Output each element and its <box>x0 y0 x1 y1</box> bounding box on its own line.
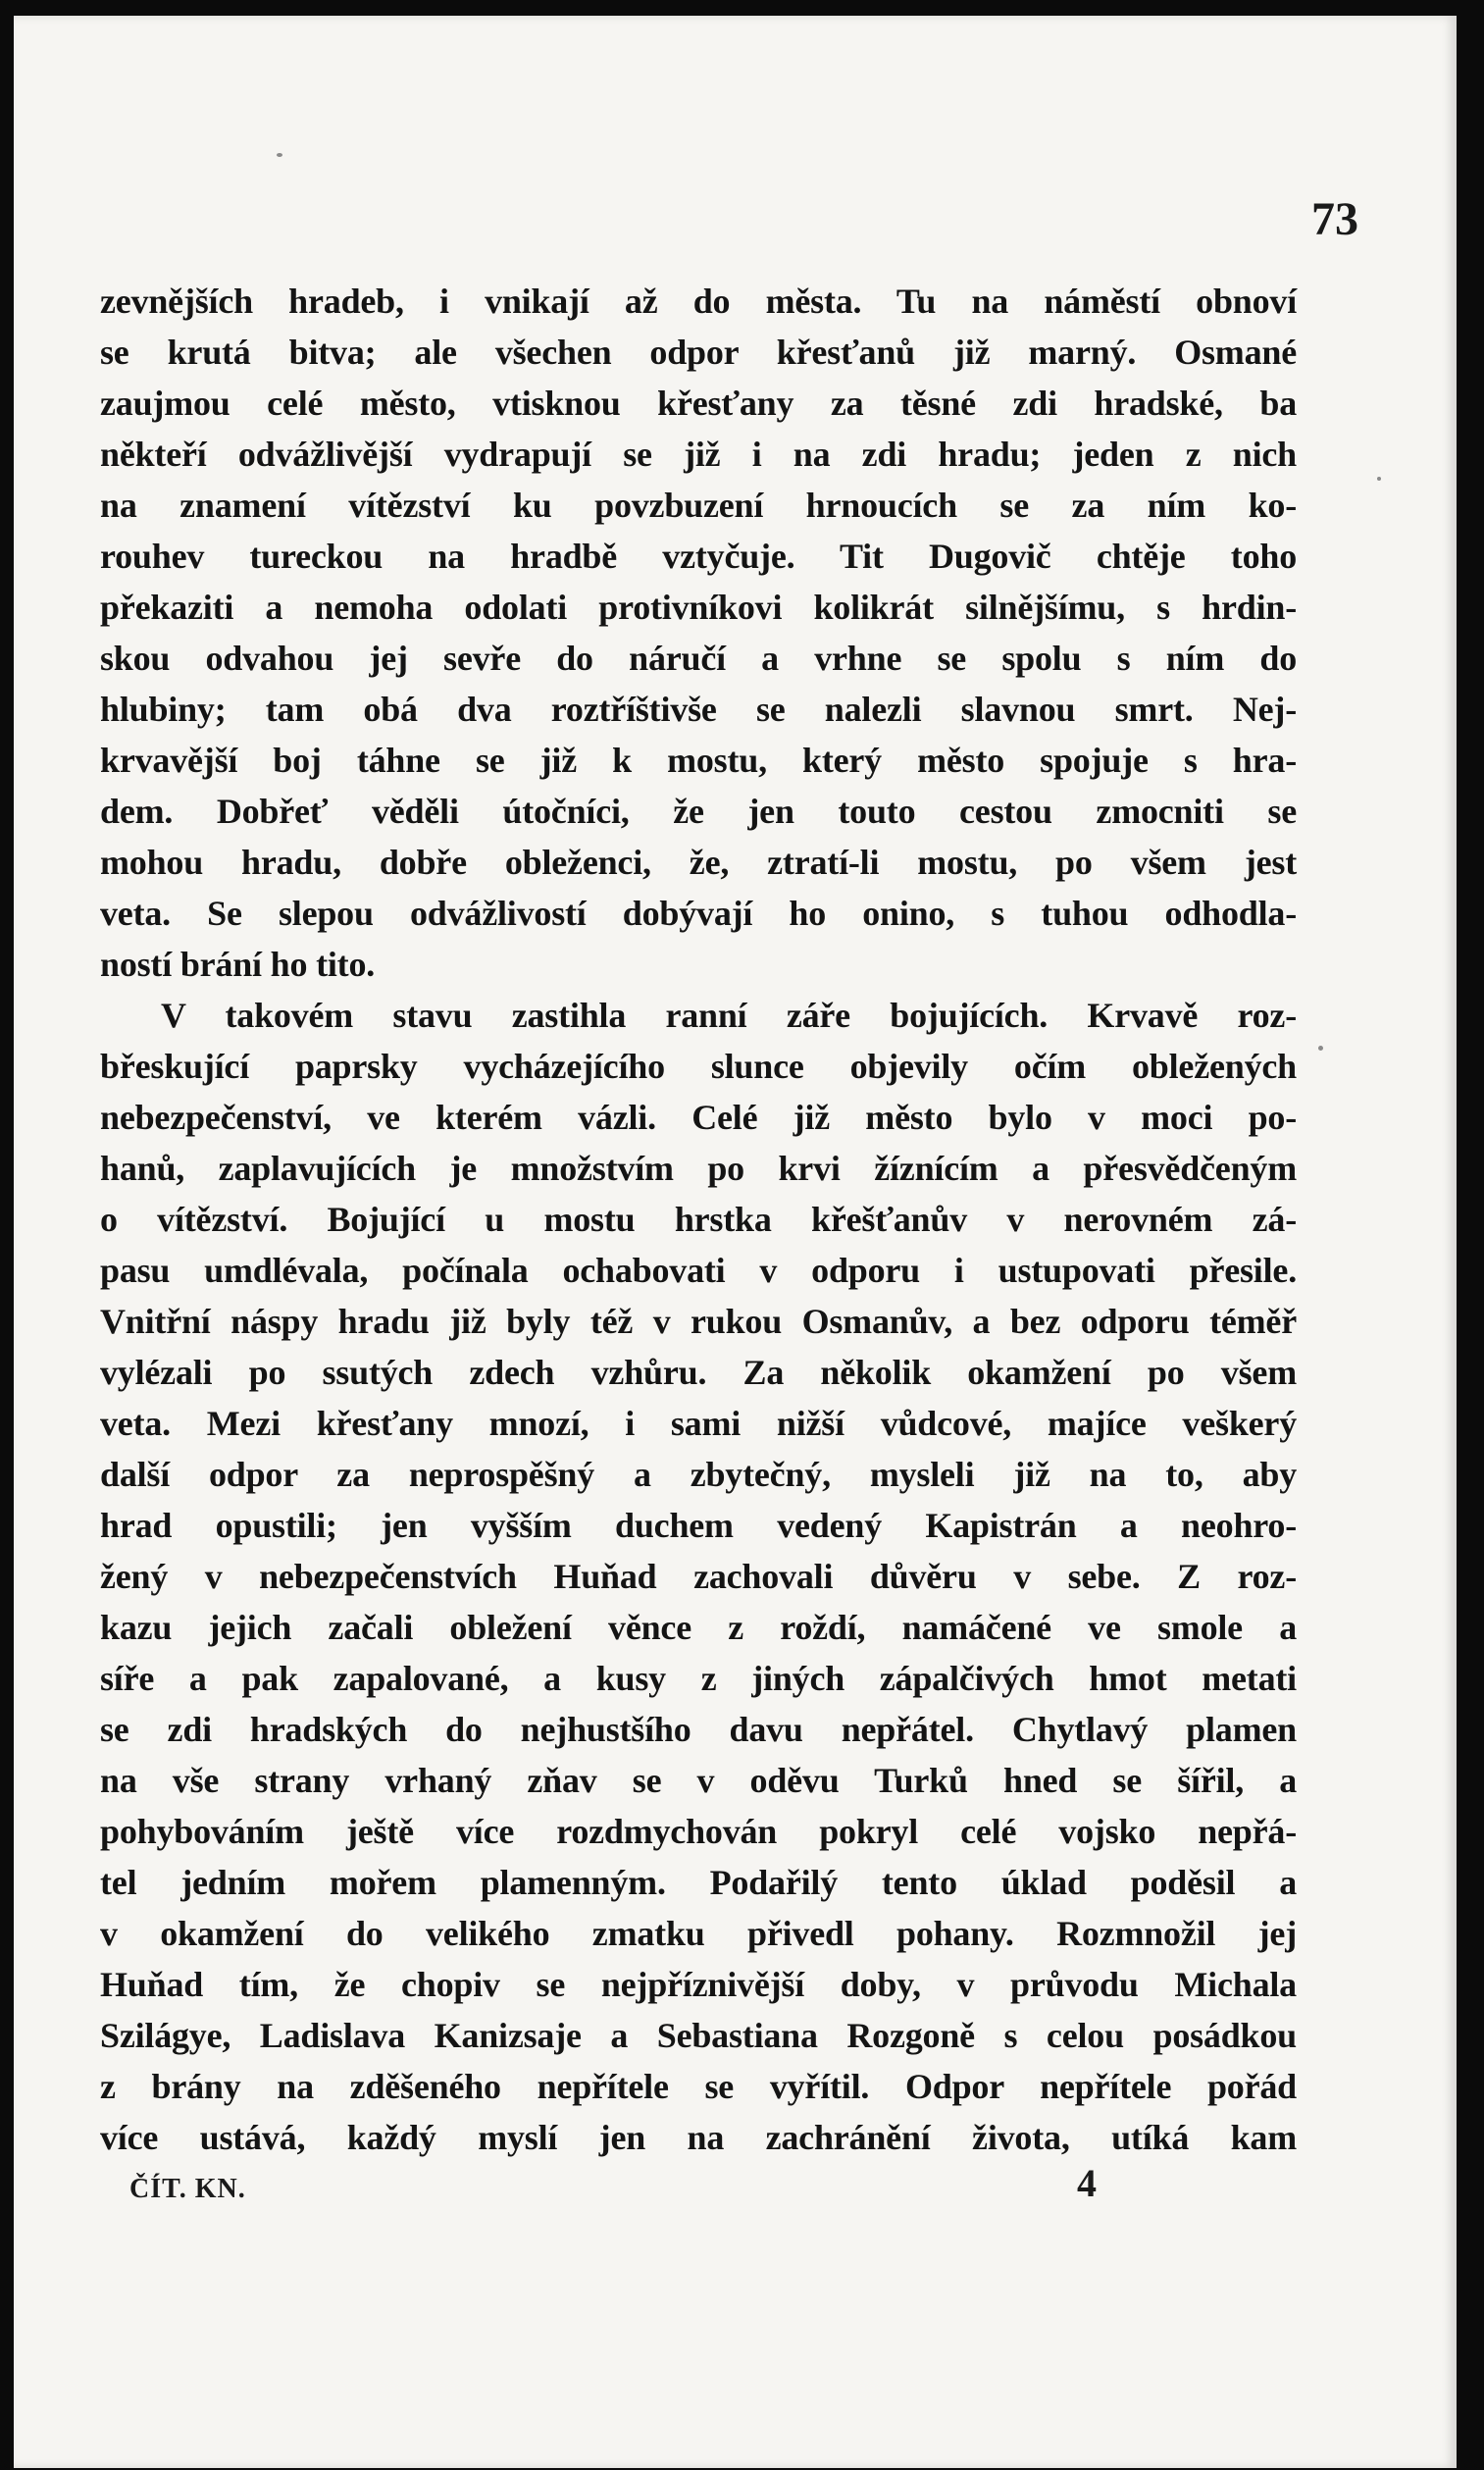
text-line: krvavější boj táhne se již k mostu, který město spojuje s hra- <box>100 741 1297 780</box>
text-line: hanů, zaplavujících je množstvím po krvi žíznícím a přesvědčeným <box>100 1149 1297 1188</box>
text-line: pasu umdlévala, počínala ochabovati v odporu i ustupovati přesile. <box>100 1251 1297 1290</box>
paragraph-1 <box>100 276 1297 990</box>
text-line: hrad opustili; jen vyšším duchem vedený Kapistrán a neohro- <box>100 1506 1297 1545</box>
text-line: V takovém stavu zastihla ranní záře bojujících. Krvavě roz- <box>161 996 1297 1035</box>
text-line: veta. Se slepou odvážlivostí dobývají ho onino, s tuhou odhodla- <box>100 894 1297 933</box>
text-line: zevnějších hradeb, i vnikají až do města. Tu na náměstí obnoví <box>100 282 1297 321</box>
text-line: se zdi hradských do nejhustšího davu nepřátel. Chytlavý plamen <box>100 1710 1297 1749</box>
text-line: se krutá bitva; ale všechen odpor křesťanů již marný. Osmané <box>100 333 1297 372</box>
text-line: více ustává, každý myslí jen na zachránění života, utíká kam <box>100 2118 1297 2157</box>
paragraph-2 <box>100 990 1297 2163</box>
text-line: hlubiny; tam obá dva roztříštivše se nalezli slavnou smrt. Nej- <box>100 690 1297 729</box>
book-page <box>14 16 1457 2468</box>
page-number: 73 <box>1311 193 1358 245</box>
paper-speck <box>1377 477 1381 481</box>
text-line: ností brání ho tito. <box>100 945 376 984</box>
text-line: o vítězství. Bojující u mostu hrstka křešťanův v nerovném zá- <box>100 1200 1297 1239</box>
text-line: kazu jejich začali obležení věnce z roždí, namáčené ve smole a <box>100 1608 1297 1647</box>
text-line: tel jedním mořem plamenným. Podařilý tento úklad poděsil a <box>100 1863 1297 1902</box>
text-line: nebezpečenství, ve kterém vázli. Celé již město bylo v moci po- <box>100 1098 1297 1137</box>
body-text <box>100 276 1297 2163</box>
text-line: překaziti a nemoha odolati protivníkovi kolikrát silnějšímu, s hrdin- <box>100 588 1297 627</box>
footer-signature-number: 4 <box>1077 2161 1097 2205</box>
text-line: na vše strany vrhaný zňav se v oděvu Turků hned se šířil, a <box>100 1761 1297 1800</box>
text-line: žený v nebezpečenstvích Huňad zachovali důvěru v sebe. Z roz- <box>100 1557 1297 1596</box>
text-line: břeskující paprsky vycházejícího slunce objevily očím obležených <box>100 1047 1297 1086</box>
text-line: dem. Dobřeť věděli útočníci, že jen touto cestou zmocniti se <box>100 792 1297 831</box>
text-line: v okamžení do velikého zmatku přivedl pohany. Rozmnožil jej <box>100 1914 1297 1953</box>
text-line: zaujmou celé město, vtisknou křesťany za těsné zdi hradské, ba <box>100 384 1297 423</box>
text-line: na znamení vítězství ku povzbuzení hrnoucích se za ním ko- <box>100 486 1297 525</box>
paper-speck <box>277 153 282 157</box>
text-line: z brány na zděšeného nepřítele se vyřítil. Odpor nepřítele pořád <box>100 2067 1297 2106</box>
text-line: další odpor za neprospěšný a zbytečný, mysleli již na to, aby <box>100 1455 1297 1494</box>
text-line: pohybováním ještě více rozdmychován pokryl celé vojsko nepřá- <box>100 1812 1297 1851</box>
text-line: síře a pak zapalované, a kusy z jiných zápalčivých hmot metati <box>100 1659 1297 1698</box>
text-line: veta. Mezi křesťany mnozí, i sami nižší vůdcové, majíce veškerý <box>100 1404 1297 1443</box>
text-line: Szilágye, Ladislava Kanizsaje a Sebastiana Rozgoně s celou posádkou <box>100 2016 1297 2055</box>
text-line: Vnitřní náspy hradu již byly též v rukou Osmanův, a bez odporu téměř <box>100 1302 1297 1341</box>
text-line: rouhev tureckou na hradbě vztyčuje. Tit Dugovič chtěje toho <box>100 537 1297 576</box>
paper-speck <box>1318 1046 1323 1051</box>
footer-book-mark: ČÍT. KN. <box>129 2174 246 2204</box>
text-line: skou odvahou jej sevře do náručí a vrhne se spolu s ním do <box>100 639 1297 678</box>
text-line: někteří odvážlivější vydrapují se již i na zdi hradu; jeden z nich <box>100 435 1297 474</box>
scan-border <box>1457 0 1484 2470</box>
text-line: mohou hradu, dobře obleženci, že, ztratí-li mostu, po všem jest <box>100 843 1297 882</box>
text-line: vylézali po ssutých zdech vzhůru. Za několik okamžení po všem <box>100 1353 1297 1392</box>
text-line: Huňad tím, že chopiv se nejpříznivější doby, v průvodu Michala <box>100 1965 1297 2004</box>
